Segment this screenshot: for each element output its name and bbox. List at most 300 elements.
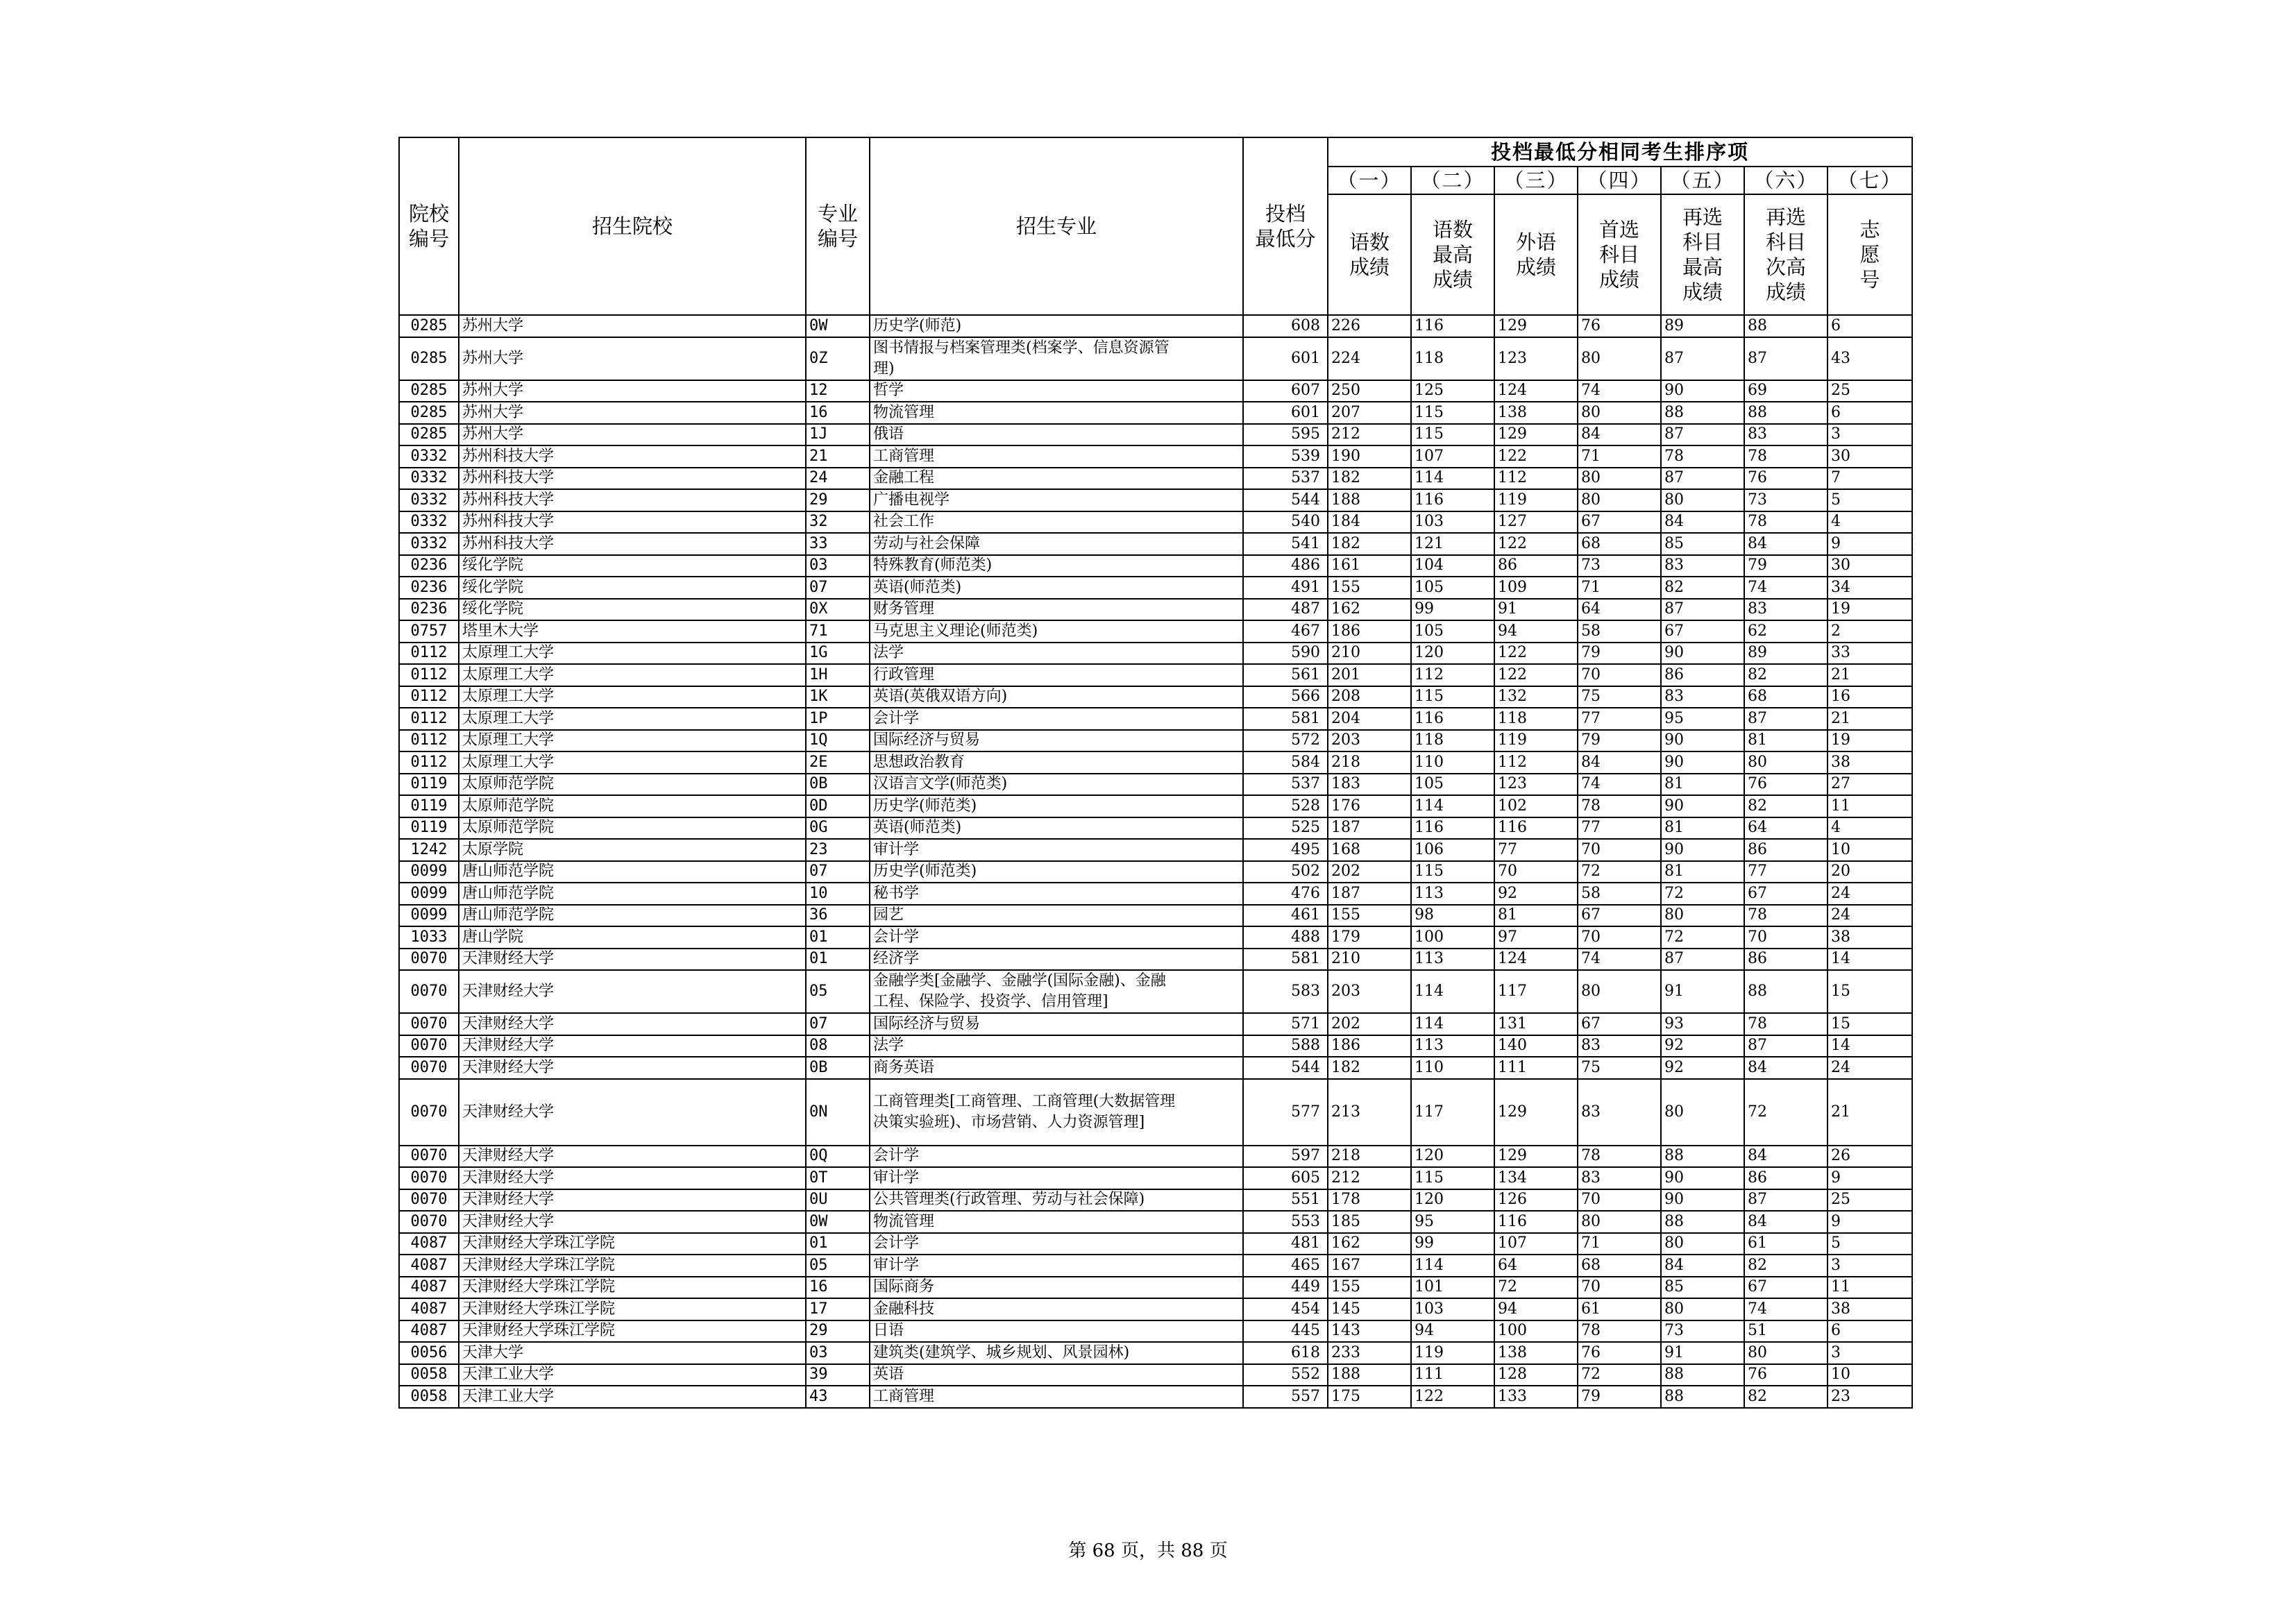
page-footer: 第 68 页，共 88 页 bbox=[1068, 1540, 1228, 1561]
major-code-cell: 39 bbox=[806, 1364, 870, 1386]
score-4-cell: 74 bbox=[1578, 774, 1661, 796]
score-2-cell: 103 bbox=[1411, 511, 1494, 534]
score-6-cell: 80 bbox=[1744, 751, 1827, 774]
table-row bbox=[399, 664, 1912, 686]
school-code-cell: 0112 bbox=[399, 686, 459, 708]
school-code-cell: 1033 bbox=[399, 926, 459, 949]
school-code-cell: 0058 bbox=[399, 1364, 459, 1386]
score-7-cell: 25 bbox=[1827, 380, 1912, 402]
score-5-cell: 93 bbox=[1661, 1013, 1744, 1035]
major-name-cell: 历史学(师范) bbox=[870, 315, 1243, 337]
school-name-cell: 天津工业大学 bbox=[459, 1364, 806, 1386]
score-5-cell: 80 bbox=[1661, 489, 1744, 511]
score-2-cell: 121 bbox=[1411, 533, 1494, 555]
min-score-cell: 553 bbox=[1243, 1211, 1328, 1233]
school-code-cell: 0056 bbox=[399, 1342, 459, 1364]
score-7-cell: 16 bbox=[1827, 686, 1912, 708]
school-name-cell: 唐山学院 bbox=[459, 926, 806, 949]
school-name-cell: 绥化学院 bbox=[459, 555, 806, 577]
school-code-cell: 0070 bbox=[399, 1211, 459, 1233]
min-score-cell: 465 bbox=[1243, 1255, 1328, 1277]
major-code-cell: 05 bbox=[806, 970, 870, 1013]
score-6-cell: 88 bbox=[1744, 970, 1827, 1013]
score-3-cell: 122 bbox=[1494, 643, 1578, 665]
score-1-cell: 212 bbox=[1328, 1167, 1411, 1189]
school-name-cell: 太原学院 bbox=[459, 839, 806, 861]
min-score-cell: 481 bbox=[1243, 1233, 1328, 1255]
score-4-cell: 58 bbox=[1578, 620, 1661, 643]
score-2-cell: 104 bbox=[1411, 555, 1494, 577]
score-7-cell: 38 bbox=[1827, 751, 1912, 774]
score-7-cell: 11 bbox=[1827, 795, 1912, 817]
score-2-cell: 110 bbox=[1411, 751, 1494, 774]
score-1-cell: 185 bbox=[1328, 1211, 1411, 1233]
min-score-cell: 601 bbox=[1243, 337, 1328, 380]
score-5-cell: 90 bbox=[1661, 751, 1744, 774]
score-2-cell: 95 bbox=[1411, 1211, 1494, 1233]
school-code-cell: 0332 bbox=[399, 468, 459, 490]
header-school-code: 院校 编号 bbox=[399, 137, 459, 315]
score-4-cell: 84 bbox=[1578, 751, 1661, 774]
score-2-cell: 115 bbox=[1411, 686, 1494, 708]
score-5-cell: 84 bbox=[1661, 1255, 1744, 1277]
score-7-cell: 21 bbox=[1827, 1079, 1912, 1146]
school-name-cell: 苏州科技大学 bbox=[459, 533, 806, 555]
score-6-cell: 74 bbox=[1744, 577, 1827, 599]
table-row bbox=[399, 1057, 1912, 1079]
min-score-cell: 597 bbox=[1243, 1146, 1328, 1168]
score-1-cell: 207 bbox=[1328, 402, 1411, 424]
table-row bbox=[399, 380, 1912, 402]
school-code-cell: 0285 bbox=[399, 424, 459, 446]
score-4-cell: 75 bbox=[1578, 686, 1661, 708]
major-code-cell: 0Z bbox=[806, 337, 870, 380]
major-code-cell: 01 bbox=[806, 949, 870, 971]
score-5-cell: 81 bbox=[1661, 817, 1744, 840]
score-7-cell: 20 bbox=[1827, 861, 1912, 883]
score-5-cell: 90 bbox=[1661, 1189, 1744, 1212]
score-4-cell: 78 bbox=[1578, 1146, 1661, 1168]
score-6-cell: 80 bbox=[1744, 1342, 1827, 1364]
score-3-cell: 116 bbox=[1494, 817, 1578, 840]
score-6-cell: 67 bbox=[1744, 883, 1827, 905]
school-name-cell: 天津财经大学 bbox=[459, 1146, 806, 1168]
score-5-cell: 73 bbox=[1661, 1320, 1744, 1343]
table-body bbox=[399, 315, 1912, 1408]
score-4-cell: 67 bbox=[1578, 1013, 1661, 1035]
table-row bbox=[399, 1233, 1912, 1255]
school-code-cell: 0070 bbox=[399, 1079, 459, 1146]
score-3-cell: 92 bbox=[1494, 883, 1578, 905]
score-7-cell: 21 bbox=[1827, 664, 1912, 686]
score-5-cell: 90 bbox=[1661, 730, 1744, 752]
min-score-cell: 608 bbox=[1243, 315, 1328, 337]
school-code-cell: 0112 bbox=[399, 730, 459, 752]
score-3-cell: 91 bbox=[1494, 599, 1578, 621]
score-4-cell: 80 bbox=[1578, 468, 1661, 490]
score-3-cell: 102 bbox=[1494, 795, 1578, 817]
score-2-cell: 94 bbox=[1411, 1320, 1494, 1343]
score-7-cell: 24 bbox=[1827, 1057, 1912, 1079]
school-name-cell: 天津财经大学 bbox=[459, 1189, 806, 1212]
score-1-cell: 176 bbox=[1328, 795, 1411, 817]
score-2-cell: 114 bbox=[1411, 1255, 1494, 1277]
min-score-cell: 595 bbox=[1243, 424, 1328, 446]
score-4-cell: 83 bbox=[1578, 1079, 1661, 1146]
min-score-cell: 486 bbox=[1243, 555, 1328, 577]
major-name-line: 工商管理类[工商管理、工商管理(大数据管理 bbox=[873, 1092, 1176, 1110]
major-code-cell: 23 bbox=[806, 839, 870, 861]
min-score-cell: 561 bbox=[1243, 664, 1328, 686]
score-5-cell: 85 bbox=[1661, 1277, 1744, 1299]
school-code-cell: 1242 bbox=[399, 839, 459, 861]
major-name-cell: 经济学 bbox=[870, 949, 1243, 971]
score-2-cell: 107 bbox=[1411, 445, 1494, 468]
major-code-cell: 43 bbox=[806, 1386, 870, 1408]
major-name-cell: 英语(英俄双语方向) bbox=[870, 686, 1243, 708]
min-score-cell: 588 bbox=[1243, 1035, 1328, 1057]
score-1-cell: 187 bbox=[1328, 883, 1411, 905]
school-code-cell: 4087 bbox=[399, 1233, 459, 1255]
score-5-cell: 85 bbox=[1661, 533, 1744, 555]
major-name-cell: 审计学 bbox=[870, 1255, 1243, 1277]
score-7-cell: 43 bbox=[1827, 337, 1912, 380]
min-score-cell: 581 bbox=[1243, 949, 1328, 971]
table-row bbox=[399, 949, 1912, 971]
school-code-cell: 0070 bbox=[399, 1189, 459, 1212]
score-2-cell: 120 bbox=[1411, 643, 1494, 665]
score-3-cell: 132 bbox=[1494, 686, 1578, 708]
score-7-cell: 24 bbox=[1827, 883, 1912, 905]
table-row bbox=[399, 1320, 1912, 1343]
score-4-cell: 67 bbox=[1578, 511, 1661, 534]
major-name-cell: 思想政治教育 bbox=[870, 751, 1243, 774]
major-name-cell: 国际商务 bbox=[870, 1277, 1243, 1299]
score-6-cell: 77 bbox=[1744, 861, 1827, 883]
score-4-cell: 70 bbox=[1578, 1277, 1661, 1299]
major-name-cell: 金融科技 bbox=[870, 1298, 1243, 1320]
score-1-cell: 210 bbox=[1328, 949, 1411, 971]
score-2-cell: 112 bbox=[1411, 664, 1494, 686]
major-name-cell: 汉语言文学(师范类) bbox=[870, 774, 1243, 796]
school-code-cell: 0119 bbox=[399, 817, 459, 840]
major-name-line: 金融学类[金融学、金融学(国际金融)、金融 bbox=[873, 972, 1166, 989]
school-name-cell: 天津财经大学珠江学院 bbox=[459, 1277, 806, 1299]
score-3-cell: 122 bbox=[1494, 445, 1578, 468]
min-score-cell: 544 bbox=[1243, 489, 1328, 511]
score-5-cell: 92 bbox=[1661, 1035, 1744, 1057]
score-4-cell: 78 bbox=[1578, 1320, 1661, 1343]
score-4-cell: 61 bbox=[1578, 1298, 1661, 1320]
score-3-cell: 126 bbox=[1494, 1189, 1578, 1212]
school-code-cell: 0119 bbox=[399, 795, 459, 817]
score-4-cell: 64 bbox=[1578, 599, 1661, 621]
major-code-cell: 03 bbox=[806, 1342, 870, 1364]
score-2-cell: 114 bbox=[1411, 468, 1494, 490]
major-code-cell: 33 bbox=[806, 533, 870, 555]
major-code-cell: 0N bbox=[806, 1079, 870, 1146]
school-code-cell: 4087 bbox=[399, 1298, 459, 1320]
school-name-cell: 太原理工大学 bbox=[459, 664, 806, 686]
score-1-cell: 155 bbox=[1328, 1277, 1411, 1299]
score-4-cell: 58 bbox=[1578, 883, 1661, 905]
min-score-cell: 502 bbox=[1243, 861, 1328, 883]
score-5-cell: 72 bbox=[1661, 926, 1744, 949]
score-7-cell: 4 bbox=[1827, 817, 1912, 840]
major-code-cell: 12 bbox=[806, 380, 870, 402]
score-5-cell: 83 bbox=[1661, 555, 1744, 577]
major-name-cell: 法学 bbox=[870, 643, 1243, 665]
table-row bbox=[399, 708, 1912, 730]
score-1-cell: 182 bbox=[1328, 533, 1411, 555]
major-name-line: 理) bbox=[873, 359, 895, 377]
major-code-cell: 16 bbox=[806, 1277, 870, 1299]
score-5-cell: 91 bbox=[1661, 970, 1744, 1013]
score-1-cell: 162 bbox=[1328, 1233, 1411, 1255]
table-row bbox=[399, 751, 1912, 774]
major-code-cell: 2E bbox=[806, 751, 870, 774]
major-code-cell: 07 bbox=[806, 1013, 870, 1035]
score-6-cell: 84 bbox=[1744, 1057, 1827, 1079]
major-code-cell: 07 bbox=[806, 577, 870, 599]
min-score-cell: 577 bbox=[1243, 1079, 1328, 1146]
school-name-cell: 天津财经大学珠江学院 bbox=[459, 1320, 806, 1343]
score-7-cell: 38 bbox=[1827, 1298, 1912, 1320]
score-2-cell: 110 bbox=[1411, 1057, 1494, 1079]
school-name-cell: 苏州科技大学 bbox=[459, 511, 806, 534]
score-5-cell: 82 bbox=[1661, 577, 1744, 599]
score-7-cell: 4 bbox=[1827, 511, 1912, 534]
major-code-cell: 0W bbox=[806, 1211, 870, 1233]
score-6-cell: 79 bbox=[1744, 555, 1827, 577]
score-6-cell: 67 bbox=[1744, 1277, 1827, 1299]
header-sub-1: 语数 成绩 bbox=[1328, 194, 1411, 315]
score-4-cell: 71 bbox=[1578, 1233, 1661, 1255]
table-row bbox=[399, 468, 1912, 490]
score-6-cell: 78 bbox=[1744, 445, 1827, 468]
score-2-cell: 115 bbox=[1411, 1167, 1494, 1189]
score-7-cell: 15 bbox=[1827, 1013, 1912, 1035]
min-score-cell: 590 bbox=[1243, 643, 1328, 665]
major-code-cell: 1G bbox=[806, 643, 870, 665]
table-row bbox=[399, 1146, 1912, 1168]
score-6-cell: 83 bbox=[1744, 599, 1827, 621]
score-6-cell: 70 bbox=[1744, 926, 1827, 949]
score-2-cell: 120 bbox=[1411, 1146, 1494, 1168]
school-code-cell: 0099 bbox=[399, 883, 459, 905]
major-name-cell: 建筑类(建筑学、城乡规划、风景园林) bbox=[870, 1342, 1243, 1364]
score-5-cell: 87 bbox=[1661, 337, 1744, 380]
school-code-cell: 0070 bbox=[399, 1146, 459, 1168]
score-7-cell: 9 bbox=[1827, 533, 1912, 555]
score-6-cell: 82 bbox=[1744, 795, 1827, 817]
score-1-cell: 186 bbox=[1328, 620, 1411, 643]
table-row bbox=[399, 555, 1912, 577]
table-row bbox=[399, 315, 1912, 337]
score-4-cell: 79 bbox=[1578, 1386, 1661, 1408]
score-6-cell: 51 bbox=[1744, 1320, 1827, 1343]
score-5-cell: 90 bbox=[1661, 1167, 1744, 1189]
table-row bbox=[399, 1386, 1912, 1408]
score-6-cell: 82 bbox=[1744, 664, 1827, 686]
school-name-cell: 天津财经大学珠江学院 bbox=[459, 1298, 806, 1320]
school-code-cell: 0236 bbox=[399, 599, 459, 621]
score-1-cell: 186 bbox=[1328, 1035, 1411, 1057]
score-3-cell: 94 bbox=[1494, 1298, 1578, 1320]
score-6-cell: 68 bbox=[1744, 686, 1827, 708]
score-1-cell: 143 bbox=[1328, 1320, 1411, 1343]
major-name-cell: 园艺 bbox=[870, 905, 1243, 927]
major-name-cell: 工商管理 bbox=[870, 445, 1243, 468]
major-name-cell bbox=[870, 970, 1243, 1013]
table-row bbox=[399, 489, 1912, 511]
score-5-cell: 89 bbox=[1661, 315, 1744, 337]
score-3-cell: 129 bbox=[1494, 315, 1578, 337]
school-name-cell: 唐山师范学院 bbox=[459, 905, 806, 927]
score-6-cell: 82 bbox=[1744, 1255, 1827, 1277]
score-2-cell: 99 bbox=[1411, 599, 1494, 621]
score-5-cell: 87 bbox=[1661, 468, 1744, 490]
score-3-cell: 122 bbox=[1494, 664, 1578, 686]
score-3-cell: 72 bbox=[1494, 1277, 1578, 1299]
score-6-cell: 73 bbox=[1744, 489, 1827, 511]
major-name-line: 图书情报与档案管理类(档案学、信息资源管 bbox=[873, 339, 1170, 357]
school-code-cell: 0112 bbox=[399, 664, 459, 686]
score-6-cell: 78 bbox=[1744, 511, 1827, 534]
score-1-cell: 202 bbox=[1328, 861, 1411, 883]
score-5-cell: 72 bbox=[1661, 883, 1744, 905]
score-4-cell: 77 bbox=[1578, 708, 1661, 730]
score-6-cell: 86 bbox=[1744, 949, 1827, 971]
score-7-cell: 5 bbox=[1827, 489, 1912, 511]
score-4-cell: 80 bbox=[1578, 337, 1661, 380]
score-1-cell: 179 bbox=[1328, 926, 1411, 949]
score-5-cell: 90 bbox=[1661, 795, 1744, 817]
school-name-cell: 太原理工大学 bbox=[459, 708, 806, 730]
min-score-cell: 581 bbox=[1243, 708, 1328, 730]
school-name-cell: 唐山师范学院 bbox=[459, 861, 806, 883]
score-6-cell: 69 bbox=[1744, 380, 1827, 402]
min-score-cell: 551 bbox=[1243, 1189, 1328, 1212]
score-3-cell: 119 bbox=[1494, 730, 1578, 752]
score-5-cell: 88 bbox=[1661, 1386, 1744, 1408]
major-code-cell: 0W bbox=[806, 315, 870, 337]
score-3-cell: 81 bbox=[1494, 905, 1578, 927]
major-code-cell: 29 bbox=[806, 1320, 870, 1343]
score-3-cell: 112 bbox=[1494, 468, 1578, 490]
score-5-cell: 88 bbox=[1661, 402, 1744, 424]
score-6-cell: 78 bbox=[1744, 1013, 1827, 1035]
school-name-cell: 天津财经大学 bbox=[459, 1057, 806, 1079]
min-score-cell: 476 bbox=[1243, 883, 1328, 905]
score-6-cell: 89 bbox=[1744, 643, 1827, 665]
score-5-cell: 88 bbox=[1661, 1146, 1744, 1168]
major-code-cell: 01 bbox=[806, 1233, 870, 1255]
school-code-cell: 0757 bbox=[399, 620, 459, 643]
score-6-cell: 88 bbox=[1744, 315, 1827, 337]
score-2-cell: 118 bbox=[1411, 337, 1494, 380]
major-code-cell: 03 bbox=[806, 555, 870, 577]
major-name-cell: 马克思主义理论(师范类) bbox=[870, 620, 1243, 643]
table-row bbox=[399, 1255, 1912, 1277]
score-4-cell: 80 bbox=[1578, 489, 1661, 511]
score-2-cell: 120 bbox=[1411, 1189, 1494, 1212]
major-name-cell: 特殊教育(师范类) bbox=[870, 555, 1243, 577]
score-4-cell: 71 bbox=[1578, 577, 1661, 599]
score-3-cell: 127 bbox=[1494, 511, 1578, 534]
table-row bbox=[399, 1277, 1912, 1299]
header-order-5: （五） bbox=[1661, 167, 1744, 194]
header-sub-4: 首选 科目 成绩 bbox=[1578, 194, 1661, 315]
score-1-cell: 224 bbox=[1328, 337, 1411, 380]
major-code-cell: 1Q bbox=[806, 730, 870, 752]
min-score-cell: 537 bbox=[1243, 774, 1328, 796]
major-code-cell: 10 bbox=[806, 883, 870, 905]
score-1-cell: 190 bbox=[1328, 445, 1411, 468]
score-1-cell: 184 bbox=[1328, 511, 1411, 534]
score-3-cell: 123 bbox=[1494, 337, 1578, 380]
score-4-cell: 77 bbox=[1578, 817, 1661, 840]
score-2-cell: 105 bbox=[1411, 620, 1494, 643]
school-code-cell: 0112 bbox=[399, 708, 459, 730]
score-5-cell: 90 bbox=[1661, 643, 1744, 665]
score-2-cell: 98 bbox=[1411, 905, 1494, 927]
score-2-cell: 122 bbox=[1411, 1386, 1494, 1408]
school-code-cell: 0070 bbox=[399, 970, 459, 1013]
score-4-cell: 67 bbox=[1578, 905, 1661, 927]
header-sub-5: 再选 科目 最高 成绩 bbox=[1661, 194, 1744, 315]
score-2-cell: 105 bbox=[1411, 774, 1494, 796]
score-3-cell: 112 bbox=[1494, 751, 1578, 774]
header-sub-6: 再选 科目 次高 成绩 bbox=[1744, 194, 1827, 315]
school-code-cell: 0332 bbox=[399, 489, 459, 511]
score-4-cell: 78 bbox=[1578, 795, 1661, 817]
score-6-cell: 84 bbox=[1744, 1211, 1827, 1233]
score-2-cell: 116 bbox=[1411, 708, 1494, 730]
score-6-cell: 78 bbox=[1744, 905, 1827, 927]
score-7-cell: 38 bbox=[1827, 926, 1912, 949]
major-name-cell: 财务管理 bbox=[870, 599, 1243, 621]
score-7-cell: 23 bbox=[1827, 1386, 1912, 1408]
score-6-cell: 76 bbox=[1744, 1364, 1827, 1386]
score-4-cell: 72 bbox=[1578, 1364, 1661, 1386]
score-4-cell: 73 bbox=[1578, 555, 1661, 577]
score-5-cell: 86 bbox=[1661, 664, 1744, 686]
score-7-cell: 30 bbox=[1827, 555, 1912, 577]
major-name-cell: 审计学 bbox=[870, 839, 1243, 861]
score-7-cell: 7 bbox=[1827, 468, 1912, 490]
table-row bbox=[399, 337, 1912, 380]
score-2-cell: 113 bbox=[1411, 1035, 1494, 1057]
score-3-cell: 117 bbox=[1494, 970, 1578, 1013]
score-4-cell: 76 bbox=[1578, 1342, 1661, 1364]
score-3-cell: 111 bbox=[1494, 1057, 1578, 1079]
major-name-cell: 哲学 bbox=[870, 380, 1243, 402]
header-sub-2: 语数 最高 成绩 bbox=[1411, 194, 1494, 315]
header-order-1: （一） bbox=[1328, 167, 1411, 194]
score-1-cell: 213 bbox=[1328, 1079, 1411, 1146]
major-code-cell: 0B bbox=[806, 774, 870, 796]
score-5-cell: 90 bbox=[1661, 380, 1744, 402]
score-7-cell: 19 bbox=[1827, 599, 1912, 621]
school-name-cell: 太原理工大学 bbox=[459, 643, 806, 665]
major-name-cell: 会计学 bbox=[870, 1233, 1243, 1255]
school-name-cell: 天津财经大学 bbox=[459, 1167, 806, 1189]
header-sub-3: 外语 成绩 bbox=[1494, 194, 1578, 315]
major-code-cell: 01 bbox=[806, 926, 870, 949]
school-name-cell: 天津财经大学珠江学院 bbox=[459, 1255, 806, 1277]
score-6-cell: 62 bbox=[1744, 620, 1827, 643]
